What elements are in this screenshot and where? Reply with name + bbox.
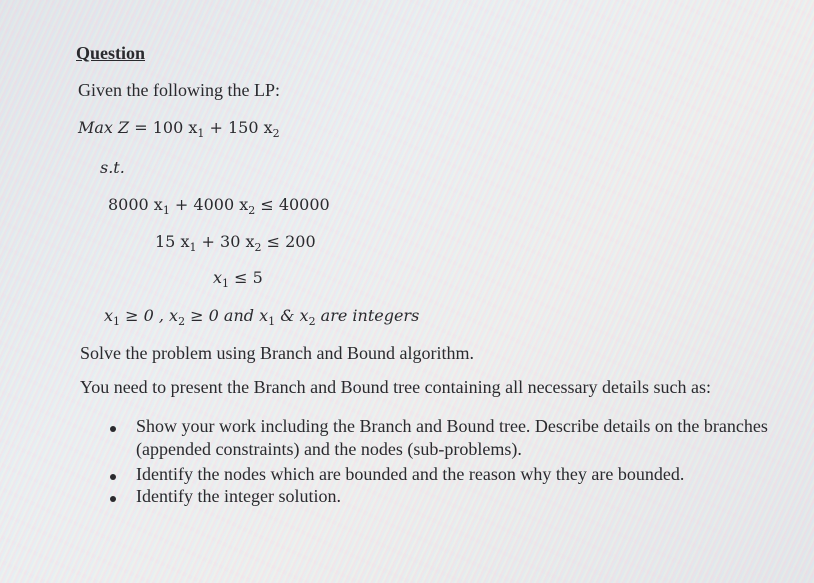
constraint-rhs: ≤ 200 — [261, 232, 316, 251]
constraint-term: + 4000 x — [169, 195, 249, 214]
constraint-term: ≥ 0 and x — [185, 306, 269, 325]
constraint-term: x — [104, 306, 114, 325]
constraint-term: ≥ 0 , x — [120, 306, 179, 325]
subscript: 1 — [162, 204, 170, 218]
subscript: 2 — [272, 127, 280, 141]
objective-term-1: 100 x — [152, 118, 198, 137]
subscript: 2 — [254, 241, 262, 255]
subscript: 2 — [248, 204, 256, 218]
bullet-dot — [110, 426, 116, 432]
constraint-rhs: ≤ 5 — [229, 268, 263, 287]
subscript: 1 — [189, 241, 197, 255]
intro-text: Given the following the LP: — [78, 80, 280, 100]
constraint-term: 8000 x — [108, 195, 163, 214]
subscript: 1 — [113, 315, 121, 329]
subscript: 1 — [197, 127, 205, 141]
subscript: 2 — [308, 315, 316, 329]
constraint-term: + 30 x — [196, 232, 255, 251]
objective-prefix: Max Z = — [78, 118, 153, 137]
bullet-item-1-line-1: Show your work including the Branch and Bound tree. Describe details on the branches — [136, 416, 768, 436]
solve-instruction: Solve the problem using Branch and Bound algorithm. — [80, 343, 474, 363]
subscript: 2 — [178, 315, 186, 329]
constraint-term: & x — [275, 306, 309, 325]
requirements-intro: You need to present the Branch and Bound tree containing all necessary details such as: — [80, 377, 712, 397]
constraint-term: are integers — [315, 306, 420, 325]
constraint-term: x — [213, 268, 223, 287]
constraint-rhs: ≤ 40000 — [255, 195, 330, 214]
constraint-3 — [213, 268, 263, 290]
bullet-item-3: Identify the integer solution. — [136, 486, 341, 506]
bullet-item-2: Identify the nodes which are bounded and the reason why they are bounded. — [136, 464, 685, 484]
constraint-1 — [108, 195, 330, 217]
bullet-dot — [110, 474, 116, 480]
bullet-item-1-line-2: (appended constraints) and the nodes (sub-problems). — [136, 439, 522, 459]
constraint-nonnegativity-integer — [104, 306, 419, 328]
subscript: 1 — [222, 277, 230, 291]
bullet-dot — [110, 496, 116, 502]
constraint-2 — [155, 232, 316, 254]
subscript: 1 — [268, 315, 276, 329]
question-heading: Question — [76, 43, 146, 63]
constraint-term: 15 x — [155, 232, 190, 251]
objective-term-2: + 150 x — [204, 118, 273, 137]
subject-to-label: s.t. — [100, 158, 125, 177]
objective-function — [78, 118, 280, 140]
